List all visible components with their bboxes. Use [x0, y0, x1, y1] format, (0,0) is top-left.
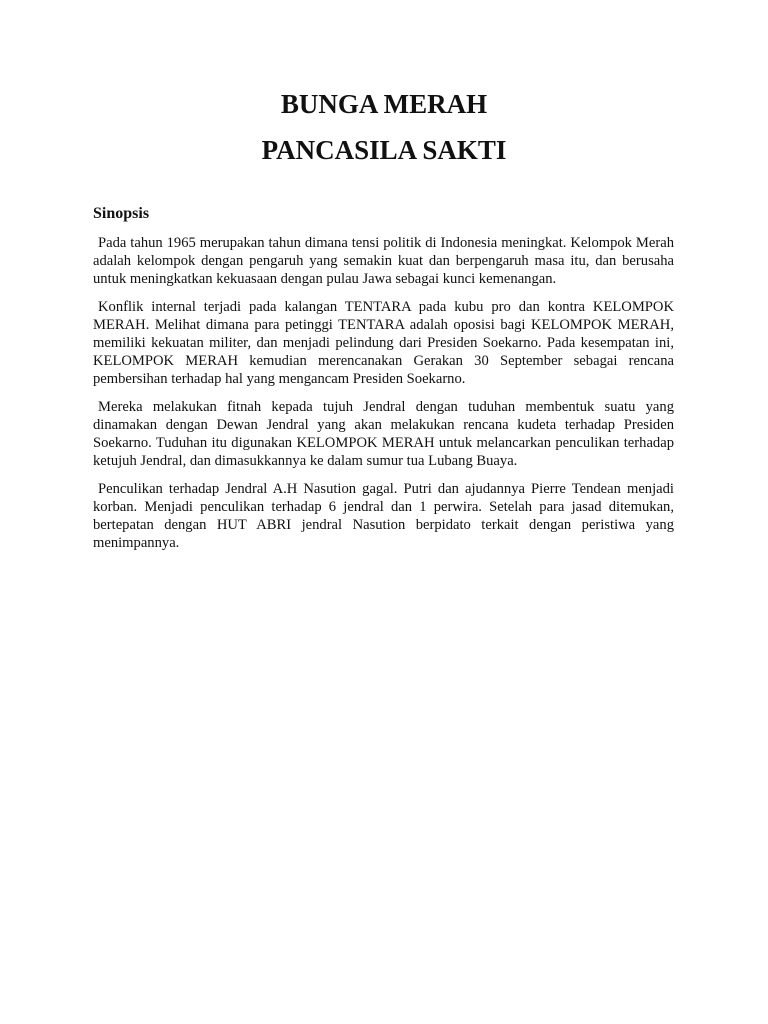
document-title-line-1: BUNGA MERAH — [280, 89, 488, 119]
section-heading-sinopsis: Sinopsis — [93, 205, 150, 222]
synopsis-paragraph-2: Konflik internal terjadi pada kalangan TENTARA pada kubu pro dan kontra KELOMPOK MERAH. Melihat dimana para petinggi TENTARA adalah oposisi bagi KELOMPOK MERAH, memiliki kekuatan militer, dan menjadi pelindung dari Presiden Soekarno. Pada kesempatan ini, KELOMPOK MERAH kemudian merencanakan Gerakan 30 September sebagai rencana pembersihan terhadap hal yang mengancam Presiden Soekarno. — [93, 299, 674, 387]
synopsis-paragraph-4: Penculikan terhadap Jendral A.H Nasution gagal. Putri dan ajudannya Pierre Tendean menjadi korban. Menjadi penculikan terhadap 6 jendral dan 1 perwira. Setelah para jasad ditemukan, bertepatan dengan HUT ABRI jendral Nasution berpidato terkait dengan peristiwa yang menimpannya. — [93, 481, 674, 551]
synopsis-paragraph-1: Pada tahun 1965 merupakan tahun dimana tensi politik di Indonesia meningkat. Kelompok Merah adalah kelompok dengan pengaruh yang semakin kuat dan berpengaruh masa itu, dan berusaha untuk meningkatkan kekuasaan dengan pulau Jawa sebagai kunci kemenangan. — [93, 235, 674, 287]
document-title-line-2: PANCASILA SAKTI — [261, 135, 507, 165]
synopsis-paragraph-3: Mereka melakukan fitnah kepada tujuh Jendral dengan tuduhan membentuk suatu yang dinamakan dengan Dewan Jendral yang akan melakukan rencana kudeta terhadap Presiden Soekarno. Tuduhan itu digunakan KELOMPOK MERAH untuk melancarkan penculikan terhadap ketujuh Jendral, dan dimasukkannya ke dalam sumur tua Lubang Buaya. — [93, 399, 674, 469]
synopsis-body — [93, 234, 674, 562]
